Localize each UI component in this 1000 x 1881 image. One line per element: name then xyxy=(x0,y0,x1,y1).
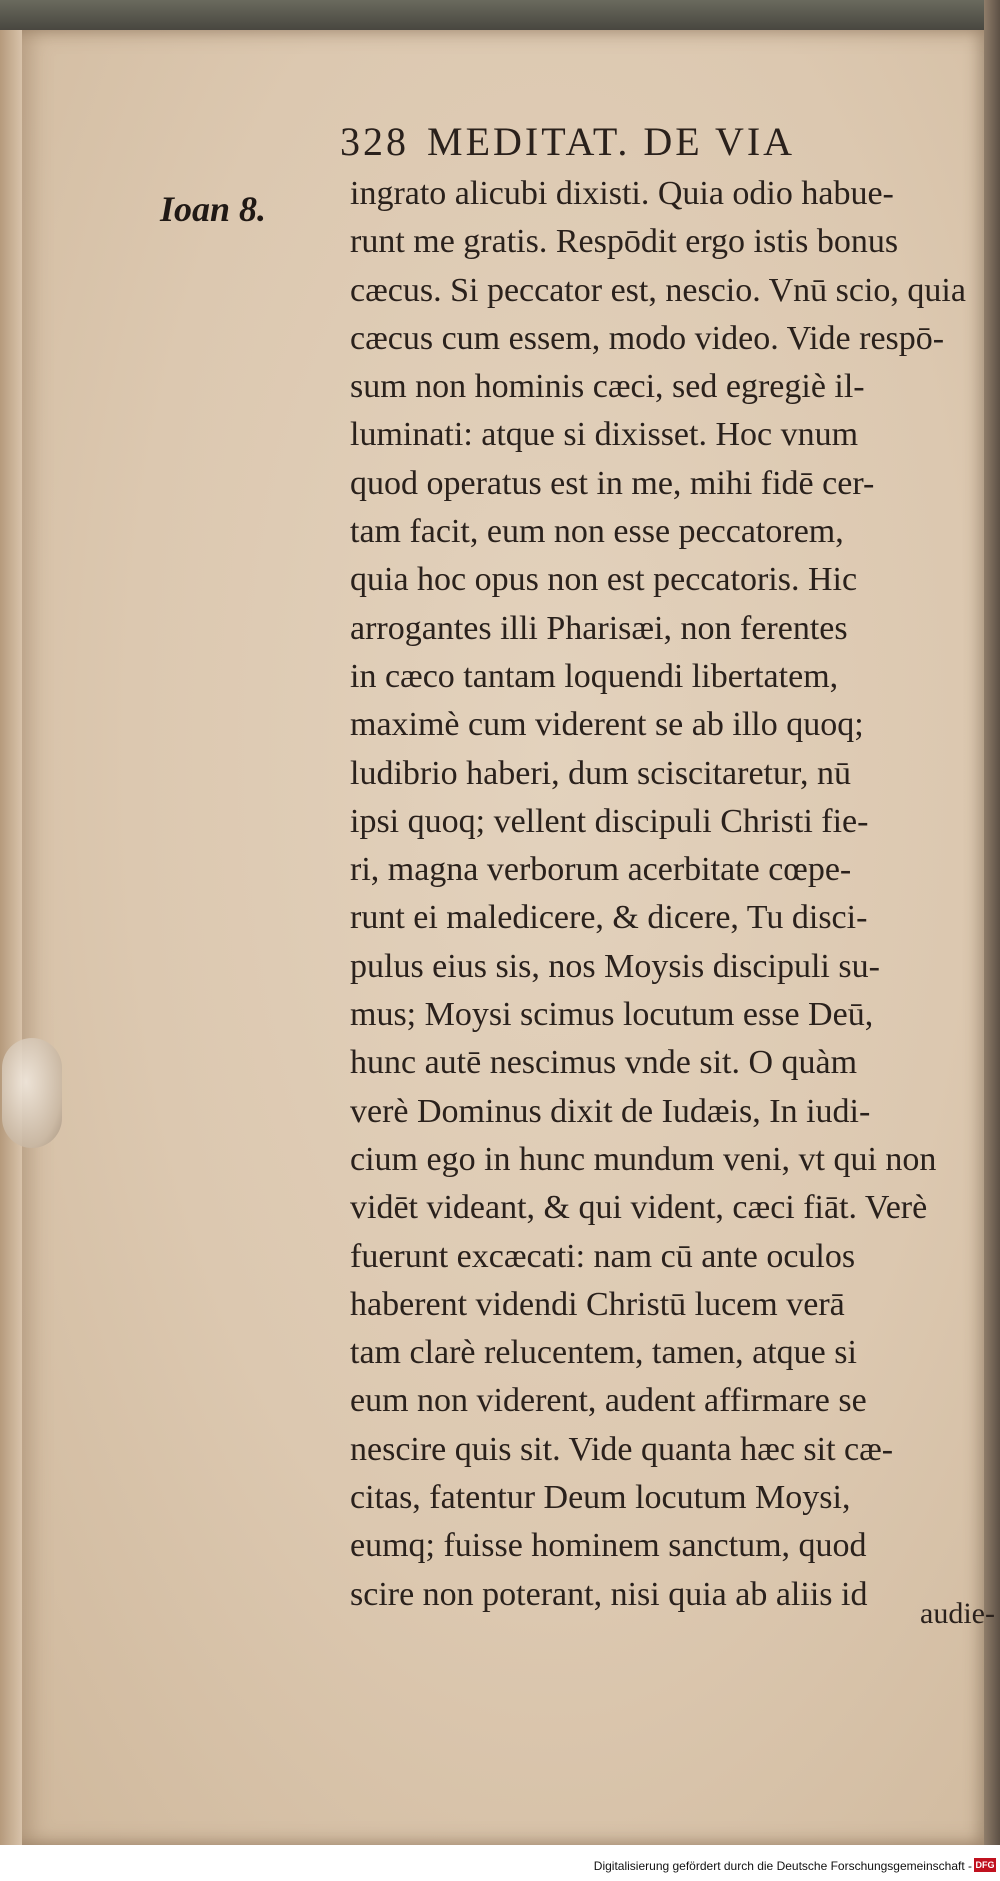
margin-reference: Ioan 8. xyxy=(160,189,267,229)
page-number: 328 xyxy=(340,119,409,164)
text-line: arrogantes illi Pharisæi, non ferentes xyxy=(350,609,848,647)
text-line: quia hoc opus non est peccatoris. Hic xyxy=(350,561,858,599)
running-title: MEDITAT. DE VIA xyxy=(427,119,796,164)
text-line: luminati: atque si dixisset. Hoc vnum xyxy=(350,416,859,454)
text-line: hunc autē nescimus vnde sit. O quàm xyxy=(350,1044,858,1082)
text-line: mus; Moysi scimus locutum esse Deū, xyxy=(350,996,874,1034)
running-header xyxy=(340,118,795,165)
text-line: eum non viderent, audent affirmare se xyxy=(350,1382,867,1420)
text-line: cæcus. Si peccator est, nescio. Vnū scio, quia xyxy=(350,271,966,309)
body-text xyxy=(350,170,990,1619)
text-line: ludibrio haberi, dum sciscitaretur, nū xyxy=(350,754,851,792)
text-line: haberent videndi Christū lucem verā xyxy=(350,1285,845,1323)
text-line: verè Dominus dixit de Iudæis, In iudi- xyxy=(350,1092,871,1130)
text-line: pulus eius sis, nos Moysis discipuli su- xyxy=(350,947,880,985)
text-line: quod operatus est in me, mihi fidē cer- xyxy=(350,464,875,502)
page-gutter xyxy=(0,30,22,1845)
text-line: runt ei maledicere, & dicere, Tu disci- xyxy=(350,899,868,937)
text-line: maximè cum viderent se ab illo quoq; xyxy=(350,706,864,744)
catchword: audie- xyxy=(920,1597,995,1630)
text-line: ingrato alicubi dixisti. Quia odio habue- xyxy=(350,175,894,212)
digitization-credit: Digitalisierung gefördert durch die Deutsche Forschungsgemeinschaft - xyxy=(593,1859,972,1873)
text-line: citas, fatentur Deum locutum Moysi, xyxy=(350,1479,851,1517)
text-line: cæcus cum essem, modo video. Vide respō- xyxy=(350,319,945,357)
text-line: ri, magna verborum acerbitate cœpe- xyxy=(350,851,852,889)
book-clasp xyxy=(2,1038,62,1148)
text-line: cium ego in hunc mundum veni, vt qui non xyxy=(350,1140,937,1178)
text-line: fuerunt excæcati: nam cū ante oculos xyxy=(350,1237,856,1275)
dfg-logo: DFG xyxy=(975,1860,995,1870)
text-line: tam facit, eum non esse peccatorem, xyxy=(350,513,844,551)
text-line: vidēt videant, & qui vident, cæci fiāt. Verè xyxy=(350,1189,928,1227)
text-line: runt me gratis. Respōdit ergo istis bonus xyxy=(350,223,899,261)
text-line: nescire quis sit. Vide quanta hæc sit cæ- xyxy=(350,1430,894,1468)
text-line: in cæco tantam loquendi libertatem, xyxy=(350,657,839,695)
text-line: tam clarè relucentem, tamen, atque si xyxy=(350,1334,857,1372)
text-line: ipsi quoq; vellent discipuli Christi fie- xyxy=(350,802,869,840)
text-line: sum non hominis cæci, sed egregiè il- xyxy=(350,368,865,406)
text-line: eumq; fuisse hominem sanctum, quod xyxy=(350,1527,867,1565)
text-line: scire non poterant, nisi quia ab aliis id xyxy=(350,1575,868,1613)
